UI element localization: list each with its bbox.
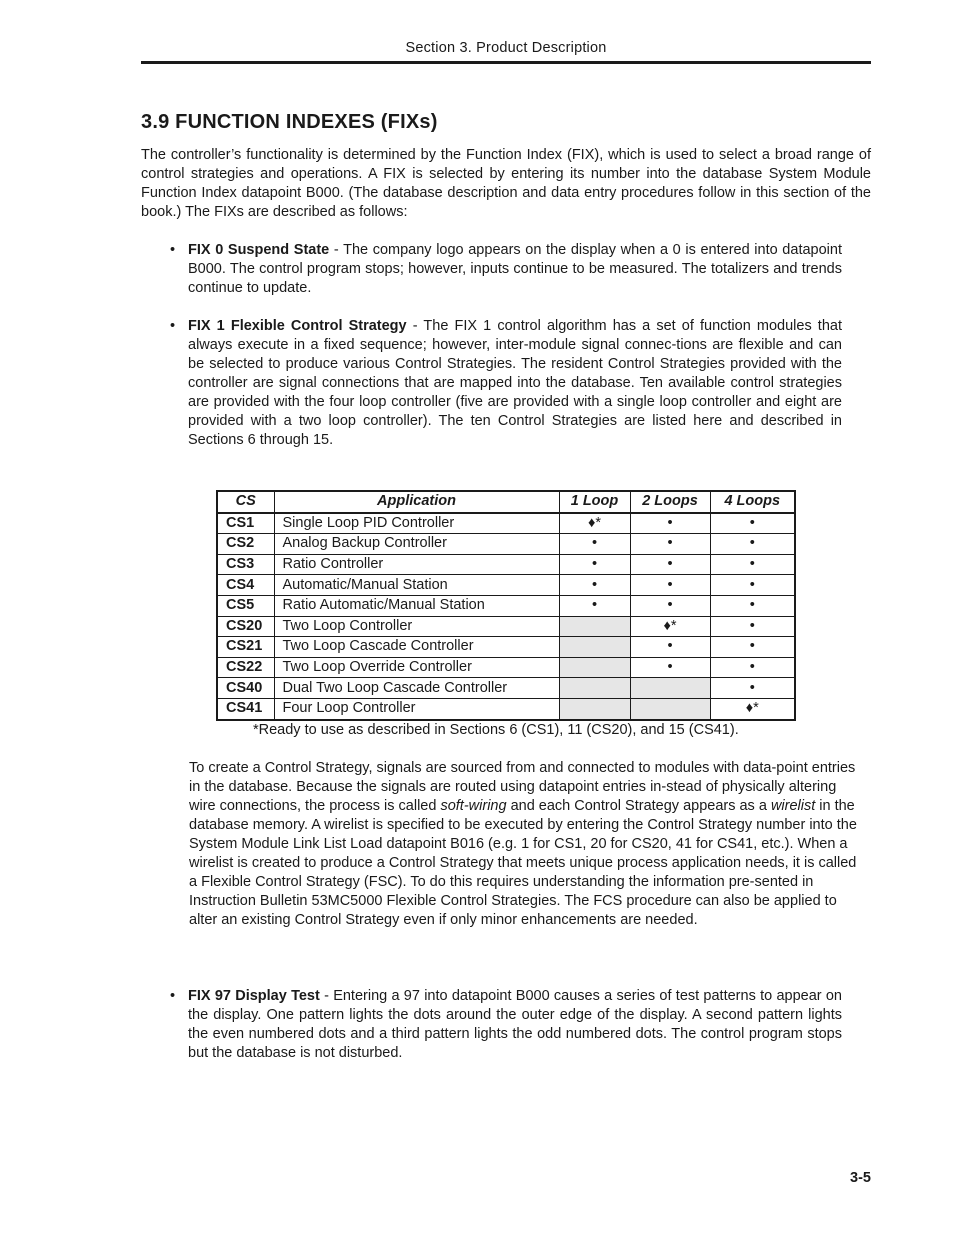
- bullet-fix-97: [188, 987, 842, 1063]
- application-cell: Two Loop Cascade Controller: [274, 637, 559, 658]
- application-cell: Ratio Automatic/Manual Station: [274, 595, 559, 616]
- col-header-4-loops: 4 Loops: [710, 491, 795, 513]
- cs-cell: CS40: [217, 678, 274, 699]
- loop-1-cell: •: [559, 595, 630, 616]
- loop-4-cell: •: [710, 513, 795, 534]
- loop-2-cell: •: [630, 657, 710, 678]
- cs-cell: CS20: [217, 616, 274, 637]
- running-header: Section 3. Product Description: [405, 40, 607, 56]
- loop-4-cell: ♦*: [710, 698, 795, 719]
- loop-1-cell: [559, 698, 630, 719]
- table-row: [217, 637, 795, 658]
- cs-cell: CS3: [217, 554, 274, 575]
- table-row: [217, 513, 795, 534]
- loop-4-cell: •: [710, 575, 795, 596]
- loop-1-cell: •: [559, 554, 630, 575]
- loop-2-cell: [630, 678, 710, 699]
- loop-2-cell: •: [630, 534, 710, 555]
- col-header-1-loop: 1 Loop: [559, 491, 630, 513]
- cs-cell: CS1: [217, 513, 274, 534]
- table-header-row: [217, 491, 795, 513]
- loop-4-cell: •: [710, 678, 795, 699]
- bullet-fix-0: [188, 241, 842, 298]
- table-footnote: *Ready to use as described in Sections 6 (CS1), 11 (CS20), and 15 (CS41).: [253, 722, 739, 738]
- bullet-icon: •: [170, 988, 176, 1004]
- loop-1-cell: [559, 657, 630, 678]
- bullet-icon: •: [170, 242, 176, 258]
- loop-1-cell: •: [559, 534, 630, 555]
- loop-2-cell: •: [630, 637, 710, 658]
- loop-1-cell: ♦*: [559, 513, 630, 534]
- intro-paragraph: The controller’s functionality is determined by the Function Index (FIX), which is used to select a broad range of control strategies and operations. A FIX is selected by entering its number into the database System Module Function Index datapoint B000. (The database description and data entry procedures follow in this section of the book.) The FIXs are described as follows:: [141, 147, 871, 220]
- control-strategy-table: [216, 490, 796, 721]
- loop-1-cell: [559, 637, 630, 658]
- col-header-2-loops: 2 Loops: [630, 491, 710, 513]
- loop-2-cell: •: [630, 575, 710, 596]
- application-cell: Single Loop PID Controller: [274, 513, 559, 534]
- loop-2-cell: •: [630, 513, 710, 534]
- bullet-fix-1: [188, 317, 842, 450]
- application-cell: Ratio Controller: [274, 554, 559, 575]
- bullet-icon: •: [170, 318, 176, 334]
- loop-1-cell: [559, 616, 630, 637]
- cs-cell: CS4: [217, 575, 274, 596]
- term-wirelist: wirelist: [770, 798, 816, 814]
- col-header-application: Application: [274, 491, 559, 513]
- loop-4-cell: •: [710, 534, 795, 555]
- table-row: [217, 616, 795, 637]
- para-text: To create a Control Strategy, signals are sourced from and connected to modules with data-point entries in the database. Because the signals are routed using datapoint entries in-stead of physically altering wire connections, the process is called: [189, 760, 856, 814]
- section-title: 3.9 FUNCTION INDEXES (FIXs): [141, 111, 438, 133]
- table-row: [217, 657, 795, 678]
- loop-2-cell: •: [630, 554, 710, 575]
- loop-4-cell: •: [710, 616, 795, 637]
- loop-4-cell: •: [710, 554, 795, 575]
- application-cell: Four Loop Controller: [274, 698, 559, 719]
- para-text: in the database memory. A wirelist is specified to be executed by entering the Control Strategy number into the System Module Link List Load datapoint B016 (e.g. 1 for CS1, 20 for CS20, 41 for CS41, etc.). When a wirelist is created to produce a Control Strategy that meets unique process application needs, it is called a Flexible Control Strategy (FSC). To do this requires understanding the information pre-sented in Instruction Bulletin 53MC5000 Flexible Control Strategies. The FCS procedure can also be applied to alter an existing Control Strategy even if only minor enhancements are needed.: [189, 798, 857, 928]
- application-cell: Two Loop Controller: [274, 616, 559, 637]
- table-row: [217, 575, 795, 596]
- table-row: [217, 698, 795, 719]
- bullet-body: - The FIX 1 control algorithm has a set of function modules that always execute in a fixed sequence; however, inter-module signal connec-tions are flexible and can be selected to produce various Control Strategies. The resident Control Strategies provided with the controller are signal connections that are mapped into the database. Ten available control strategies are provided with the four loop controller (five are provided with a single loop controller and eight are provided with a two loop controller). The ten Control Strategies are listed here and described in Sections 6 through 15.: [188, 318, 842, 448]
- application-cell: Two Loop Override Controller: [274, 657, 559, 678]
- bullet-label: FIX 97 Display Test: [188, 988, 320, 1004]
- cs-cell: CS41: [217, 698, 274, 719]
- loop-1-cell: •: [559, 575, 630, 596]
- loop-2-cell: ♦*: [630, 616, 710, 637]
- table-row: [217, 595, 795, 616]
- header-rule: [141, 61, 871, 64]
- loop-4-cell: •: [710, 595, 795, 616]
- bullet-body: - The company logo appears on the display when a 0 is entered into datapoint B000. The control program stops; however, inputs continue to be measured. The totalizers and trends continue to update.: [188, 242, 842, 296]
- para-text: and each Control Strategy appears as a: [506, 798, 771, 814]
- loop-1-cell: [559, 678, 630, 699]
- col-header-cs: CS: [217, 491, 274, 513]
- application-cell: Automatic/Manual Station: [274, 575, 559, 596]
- table-row: [217, 534, 795, 555]
- term-soft-wiring: soft-wiring: [440, 798, 507, 814]
- table-row: [217, 678, 795, 699]
- soft-wiring-paragraph: [189, 759, 862, 930]
- bullet-body: - Entering a 97 into datapoint B000 causes a series of test patterns to appear on the display. One pattern lights the dots around the outer edge of the display. A second pattern lights the even numbered dots and a third pattern lights the odd numbered dots. The control program stops but the database is not disturbed.: [188, 988, 843, 1061]
- application-cell: Dual Two Loop Cascade Controller: [274, 678, 559, 699]
- loop-2-cell: [630, 698, 710, 719]
- cs-cell: CS22: [217, 657, 274, 678]
- bullet-label: FIX 0 Suspend State: [188, 242, 330, 258]
- cs-cell: CS5: [217, 595, 274, 616]
- cs-cell: CS2: [217, 534, 274, 555]
- loop-4-cell: •: [710, 637, 795, 658]
- cs-cell: CS21: [217, 637, 274, 658]
- loop-4-cell: •: [710, 657, 795, 678]
- page-number: 3-5: [850, 1170, 871, 1186]
- application-cell: Analog Backup Controller: [274, 534, 559, 555]
- loop-2-cell: •: [630, 595, 710, 616]
- bullet-label: FIX 1 Flexible Control Strategy: [188, 318, 407, 334]
- table-row: [217, 554, 795, 575]
